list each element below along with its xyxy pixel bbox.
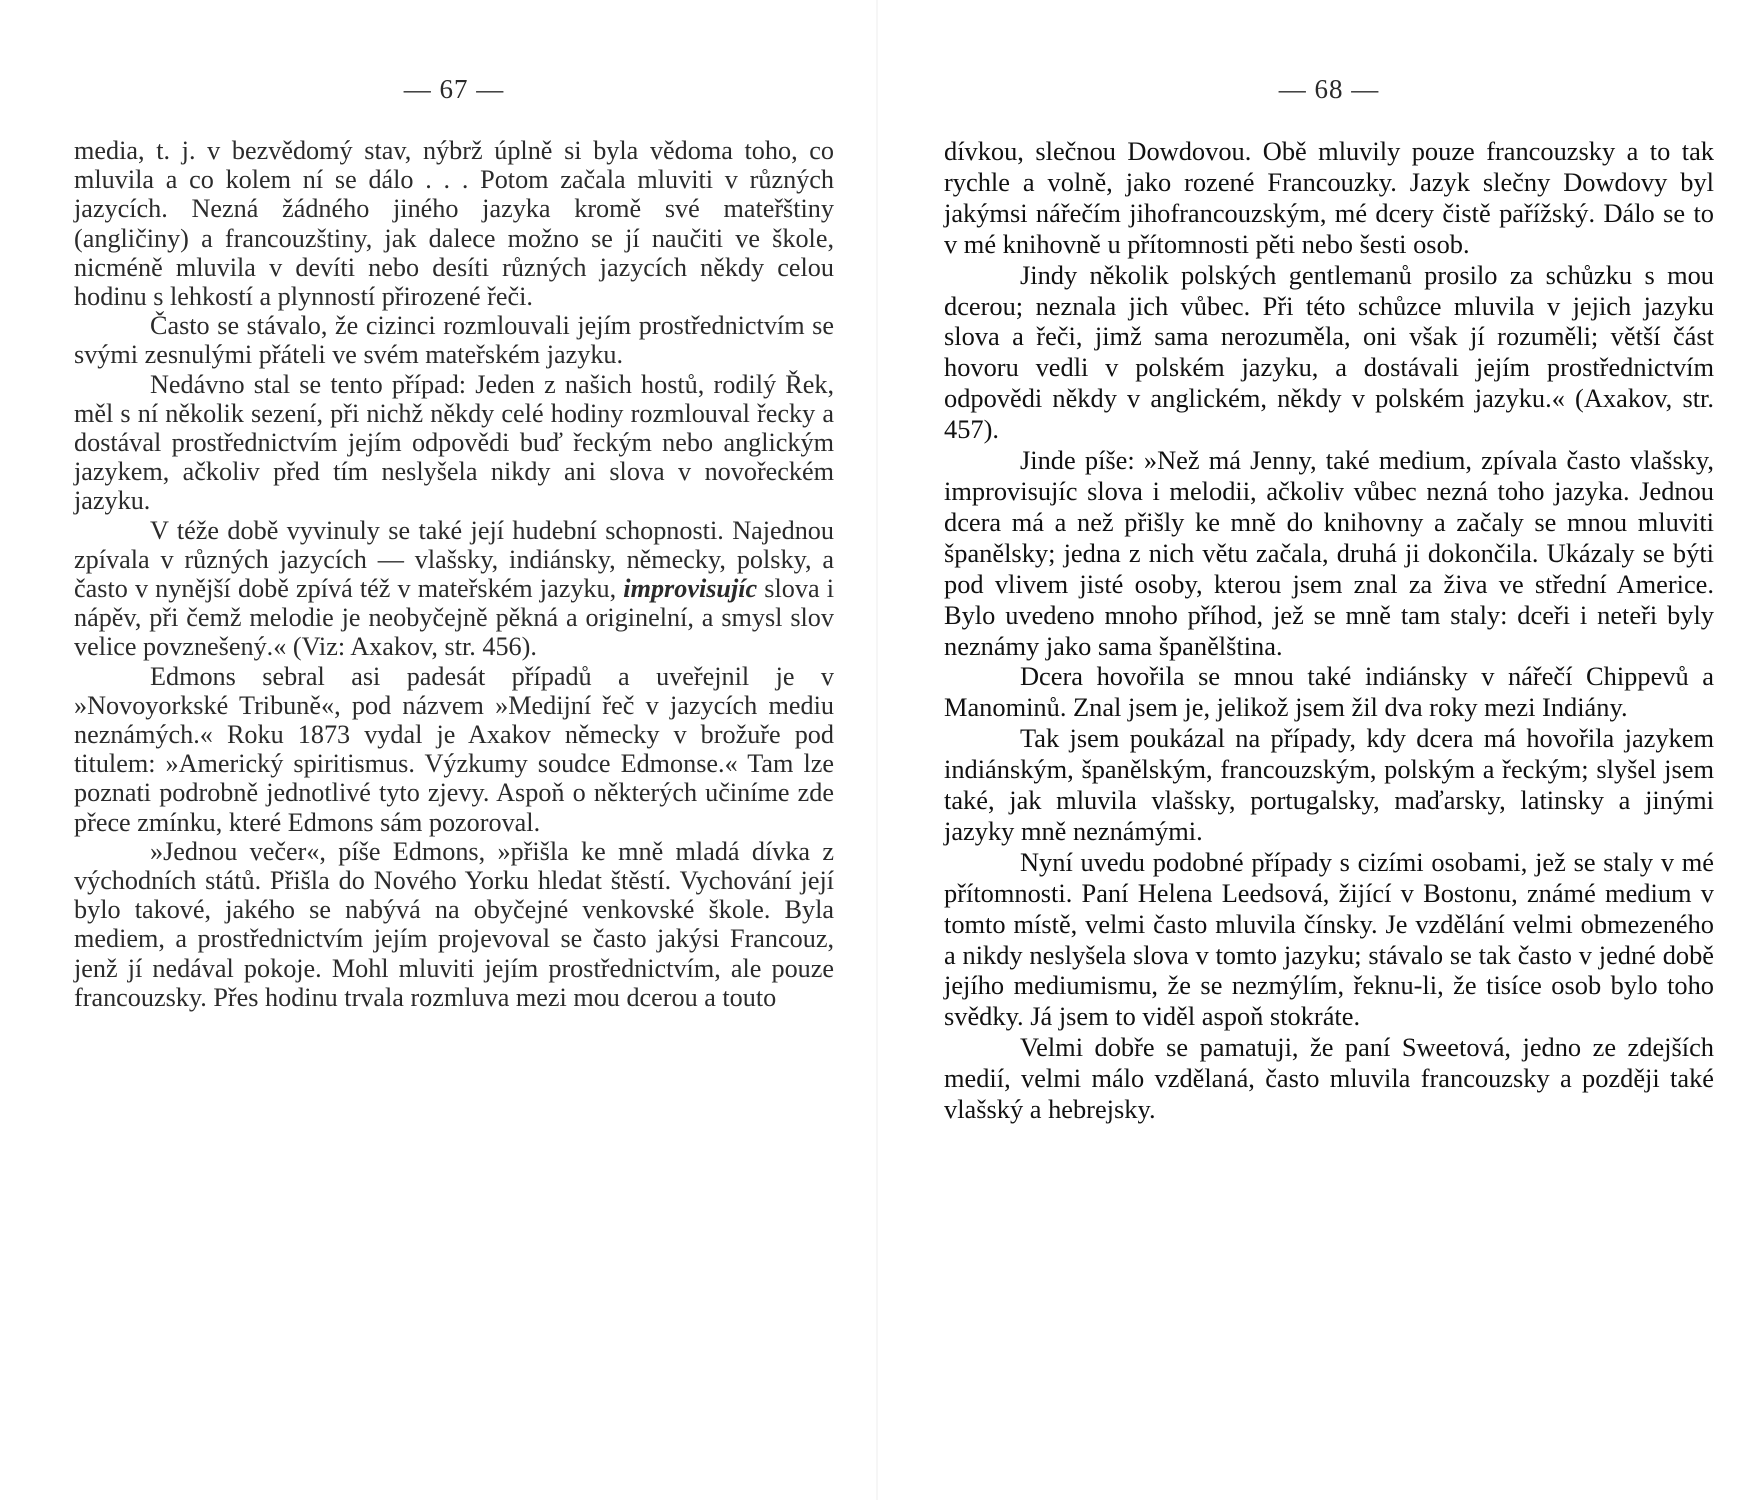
page-number: — 68 —: [1278, 74, 1380, 104]
emphasized-word: improvisujíc: [623, 574, 758, 604]
left-page: [74, 0, 834, 1500]
paragraph-text: V téže době vyvinuly se také její hudební schopnosti. Najednou zpívala v různých jazycích — vlašsky, indiánsky, německy, polsky, a často v nynější době zpívá též v mateřském jazyku,: [74, 515, 834, 604]
paragraph: Tak jsem poukázal na případy, kdy dcera má hovořila jazykem indiánským, španělským, francouzským, polským a řeckým; slyšel jsem také, jak mluvila vlašsky, portugalsky, maďarsky, latinsky a jinými jazyky mně neznámými.: [944, 723, 1714, 846]
page-text: [74, 136, 834, 1012]
book-gutter: [876, 0, 878, 1500]
paragraph-text: slova i nápěv, při čemž melodie je neobyčejně pěkná a originelní, a smysl slov velice povznešený.« (Viz: Axakov, str. 456).: [74, 574, 834, 662]
paragraph: »Jednou večer«, píše Edmons, »přišla ke mně mladá dívka z východních států. Přišla do Nového Yorku hledat štěstí. Vychování její bylo takové, jakého se nabývá na obyčejné venkovské škole. Byla mediem, a prostřednictvím jejím projevoval se často jakýsi Francouz, jenž jí nedával pokoje. Mohl mluviti jejím prostřednictvím, ale pouze francouzsky. Přes hodinu trvala rozmluva mezi mou dcerou a touto: [74, 836, 834, 1012]
paragraph: media, t. j. v bezvědomý stav, nýbrž úplně si byla vědoma toho, co mluvila a co kolem ní se dálo . . . Potom začala mluviti v různých jazycích. Nezná žádného jiného jazyka kromě své mateřštiny (angličiny) a francouzštiny, jak dalece možno se jí naučiti ve škole, nicméně mluvila v devíti nebo desíti různých jazycích někdy celou hodinu s lehkostí a plynností přirozené řeči.: [74, 136, 834, 312]
paragraph: Jindy několik polských gentlemanů prosilo za schůzku s mou dcerou; neznala jich vůbec. Při této schůzce mluvila v jejich jazyku slova a řeči, jimž sama nerozuměla, oni však jí rozuměli; větší část hovoru vedli v polském jazyku, a dostávali jejím prostřednictvím odpovědi někdy v anglickém, někdy v polském jazyku.« (Axakov, str. 457).: [944, 259, 1714, 445]
right-page: [944, 0, 1714, 1500]
paragraph: Nyní uvedu podobné případy s cizími osobami, jež se staly v mé přítomnosti. Paní Helena Leedsová, žijící v Bostonu, známé medium v tomto místě, velmi často mluvila čínsky. Je vzdělání velmi obmezeného a nikdy neslyšela slova v tomto jazyku; stávalo se tak často v jedné době jejího mediumismu, že se nezmýlím, řeknu-li, že tisíce osob bylo toho svědky. Já jsem to viděl aspoň stokráte.: [944, 846, 1714, 1032]
paragraph: dívkou, slečnou Dowdovou. Obě mluvily pouze francouzsky a to tak rychle a volně, jako rozené Francouzky. Jazyk slečny Dowdovy byl jakýmsi nářečím jihofrancouzským, mé dcery čistě pařížský. Dálo se to v mé knihovně u přítomnosti pěti nebo šesti osob.: [944, 136, 1714, 259]
page-text: [944, 136, 1714, 1125]
paragraph: Velmi dobře se pamatuji, že paní Sweetová, jedno ze zdejších medií, velmi málo vzdělaná, často mluvila francouzsky a později také vlašský a hebrejsky.: [944, 1032, 1714, 1125]
paragraph: Edmons sebral asi padesát případů a uveřejnil je v »Novoyorkské Tribuně«, pod názvem »Medijní řeč v jazycích mediu neznámých.« Roku 1873 vydal je Axakov německy v brožuře pod titulem: »Americký spiritismus. Výzkumy soudce Edmonse.« Tam lze poznati podrobně jednotlivé tyto zjevy. Aspoň o některých učiníme zde přece zmínku, které Edmons sám pozoroval.: [74, 661, 834, 837]
paragraph: Často se stávalo, že cizinci rozmlouvali jejím prostřednictvím se svými zesnulými přáteli ve svém mateřském jazyku.: [74, 311, 834, 370]
paragraph: Dcera hovořila se mnou také indiánsky v nářečí Chippevů a Manominů. Znal jsem je, jelikož jsem žil dva roky mezi Indiány.: [944, 661, 1714, 723]
page-number: — 67 —: [403, 74, 505, 104]
paragraph: [74, 516, 834, 662]
paragraph: Jinde píše: »Než má Jenny, také medium, zpívala často vlašsky, improvisujíc slova i melodii, ačkoliv vůbec nezná toho jazyka. Jednou dcera má a než přišly ke mně do knihovny a začaly se mnou mluviti španělsky; jedna z nich větu začala, druhá ji dokončila. Ukázaly se býti pod vlivem jisté osoby, kterou jsem znal za živa ve střední Americe. Bylo uvedeno mnoho příhod, jež se mně tam staly: dceři i neteři byly neznámy jako sama španělština.: [944, 445, 1714, 661]
paragraph: Nedávno stal se tento případ: Jeden z našich hostů, rodilý Řek, měl s ní několik sezení, při nichž někdy celé hodiny rozmlouval řecky a dostával prostřednictvím jejím odpovědi buď řeckým nebo anglickým jazykem, ačkoliv před tím neslyšela nikdy ani slova v novořeckém jazyku.: [74, 369, 834, 516]
